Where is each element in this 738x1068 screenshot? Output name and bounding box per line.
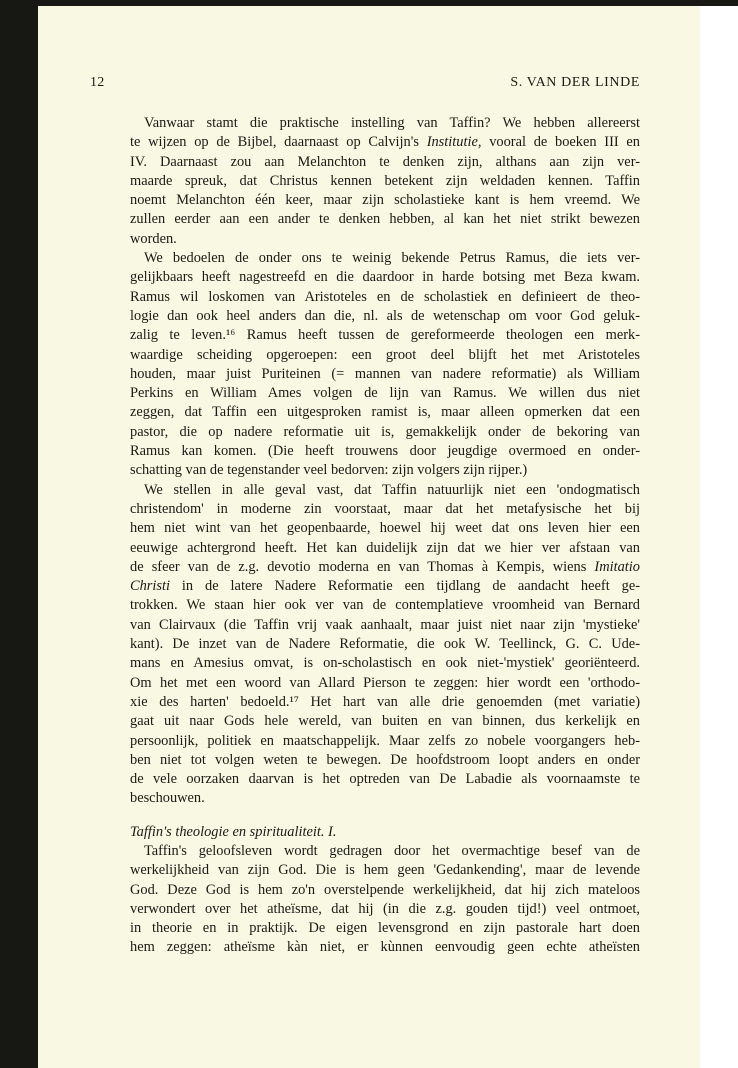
text-line: kant). De inzet van de Nadere Reformatie, die ook W. Teellinck, G. C. Ude- bbox=[130, 636, 640, 653]
text-line: gaat uit naar Gods hele wereld, van buiten en van binnen, dus kerkelijk en bbox=[130, 713, 640, 730]
running-author: S. VAN DER LINDE bbox=[510, 75, 640, 90]
text-line: christendom' in moderne zin voorstaat, maar dat het metafysische het bij bbox=[130, 500, 640, 517]
text-line: Ramus wil loskomen van Aristoteles en de scholastiek en definieert de theo- bbox=[130, 288, 640, 305]
paragraph bbox=[130, 481, 640, 809]
text-line: persoonlijk, politiek en maatschappelijk. Maar zelfs zo nobele voorgangers heb- bbox=[130, 732, 640, 749]
italic-title: Christi bbox=[130, 578, 170, 595]
text-line: noemt Melanchton één keer, maar zijn scholastieke kant is hem vreemd. We bbox=[130, 192, 640, 209]
text-line: houden, maar juist Puriteinen (= mannen van nadere reformatie) als William bbox=[130, 365, 640, 382]
paragraph bbox=[130, 842, 640, 958]
text-line: van Clairvaux (die Taffin vrij vaak aanhaalt, maar juist niet naar zijn 'mystieke' bbox=[130, 616, 640, 633]
section-heading bbox=[130, 823, 640, 842]
italic-title: Imitatio bbox=[594, 558, 640, 575]
scan-border-left bbox=[0, 0, 38, 1068]
text-line: mans en Amesius omvat, is on-scholastisch en ook niet-'mystiek' georiënteerd. bbox=[130, 655, 640, 672]
text-line: de vele oorzaken daarvan is het optreden van De Labadie als voornaamste te bbox=[130, 771, 640, 788]
page-number: 12 bbox=[90, 75, 105, 90]
text-line: Taffin's geloofsleven wordt gedragen door het overmachtige besef van de bbox=[144, 842, 640, 859]
text-line: Perkins en William Ames volgen de lijn van Ramus. We willen dus niet bbox=[130, 385, 640, 402]
text-line: schatting van de tegenstander veel bedorven: zijn volgers zijn rijper.) bbox=[130, 462, 528, 479]
text-line: xie des harten' bedoeld.¹⁷ Het hart van alle drie genoemden (met variatie) bbox=[130, 693, 640, 710]
text-line: hem niet wint van het geopenbaarde, hoewel hij weet dat ons leven hier een bbox=[130, 520, 640, 537]
text-line: trokken. We staan hier ook ver van de contemplatieve vroomheid van Bernard bbox=[130, 597, 640, 614]
text-line: Om het met een woord van Allard Pierson te zeggen: hier wordt een 'orthodo- bbox=[130, 674, 640, 691]
text-line: ben niet tot volgen weten te bewegen. De hoofdstroom loopt anders en onder bbox=[130, 751, 640, 768]
text-segment: in de latere Nadere Reformatie een tijdlang de aandacht heeft ge- bbox=[170, 578, 640, 595]
running-header bbox=[90, 75, 640, 97]
text-line: zullen eerder aan een ander te denken hebben, al kan het niet strikt bewezen bbox=[130, 211, 640, 228]
text-line: hem zeggen: atheïsme kàn niet, er kùnnen eenvoudig geen echte atheïsten bbox=[130, 939, 640, 956]
text-line: zeggen, dat Taffin een uitgesproken ramist is, maar alleen opmerken dat een bbox=[130, 404, 640, 421]
text-line: We stellen in alle geval vast, dat Taffin natuurlijk niet een 'ondogmatisch bbox=[144, 481, 640, 498]
text-line: Vanwaar stamt die praktische instelling van Taffin? We hebben allereerst bbox=[144, 115, 640, 131]
text-line: beschouwen. bbox=[130, 790, 205, 807]
section-heading-text: Taffin's theologie en spiritualiteit. I. bbox=[130, 823, 337, 840]
paragraph bbox=[130, 249, 640, 481]
text-segment: te wijzen op de Bijbel, daarnaast op Calvijn's bbox=[130, 134, 427, 151]
text-segment: vooral de boeken III en bbox=[481, 134, 640, 151]
text-line: gelijkbaars heeft nagestreefd en die daardoor in harde botsing met Beza kwam. bbox=[130, 269, 640, 286]
text-segment: de sfeer van de z.g. devotio moderna en van Thomas à Kempis, wiens bbox=[130, 558, 595, 575]
text-line: God. Deze God is hem zo'n overstelpende werkelijkheid, dat hij zich mateloos bbox=[130, 881, 640, 898]
text-line: pastor, die op nadere reformatie uit is, gemakkelijk onder de bekoring van bbox=[130, 423, 640, 440]
text-line: logie dan ook heel anders dan die, nl. als de wetenschap om voor God geluk- bbox=[130, 307, 640, 324]
italic-title: Institutie, bbox=[426, 134, 482, 151]
text-line: waardige scheiding opgeroepen: een groot deel blijft het met Aristoteles bbox=[130, 346, 640, 363]
text-line: worden. bbox=[130, 230, 177, 247]
body-text bbox=[130, 114, 640, 958]
text-line: eeuwige achtergrond heeft. Het kan duidelijk zijn dat we hier ver afstaan van bbox=[130, 539, 640, 556]
text-line: IV. Daarnaast zou aan Melanchton te denken zijn, althans aan zijn ver- bbox=[130, 153, 640, 170]
text-line: Ramus kan komen. (Die heeft trouwens door jeugdige overmoed en onder- bbox=[130, 443, 640, 460]
section-spacer bbox=[130, 809, 640, 823]
text-line bbox=[130, 577, 640, 596]
text-line bbox=[130, 133, 640, 152]
text-line: maarde spreuk, dat Christus kennen betekent zijn weldaden kennen. Taffin bbox=[130, 172, 640, 189]
text-line: We bedoelen de onder ons te weinig bekende Petrus Ramus, die iets ver- bbox=[144, 250, 640, 267]
text-line: in theorie en in praktijk. De eigen levensgrond en zijn pastorale hart doen bbox=[130, 920, 640, 937]
text-line: verwondert over het atheïsme, dat hij (in die z.g. gouden tijd!) veel ontmoet, bbox=[130, 900, 640, 917]
text-line: zalig te leven.¹⁶ Ramus heeft tussen de gereformeerde theologen een merk- bbox=[130, 327, 640, 344]
text-line bbox=[130, 558, 640, 577]
text-line: werkelijkheid van zijn God. Die is hem geen 'Gedankending', maar de levende bbox=[130, 862, 640, 879]
paragraph bbox=[130, 114, 640, 249]
